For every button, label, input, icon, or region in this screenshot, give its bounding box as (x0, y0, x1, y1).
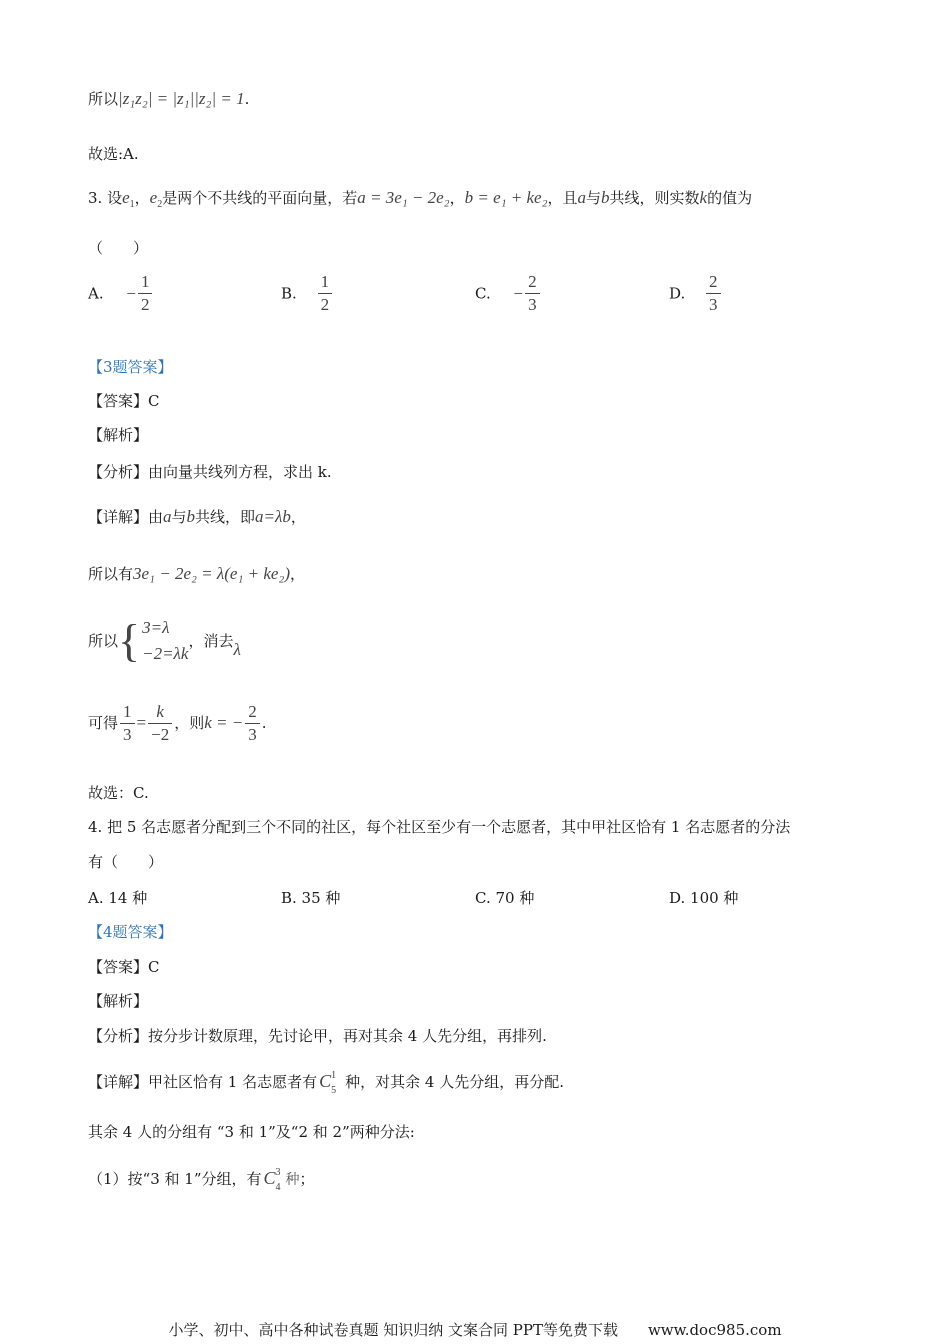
q4-answer (88, 956, 159, 978)
math-a: a (577, 188, 587, 207)
q3-option-c (475, 272, 542, 315)
q4-other-groups (88, 1121, 415, 1143)
q3-text: 共线，则实数 (609, 189, 700, 207)
math-a: a (163, 507, 172, 526)
option-label: D. (669, 284, 686, 303)
q4-xiangjie (88, 1070, 564, 1096)
numerator: 2 (709, 272, 718, 291)
q3-system-line (88, 610, 241, 680)
q3-answer-tag (88, 356, 173, 378)
q4-stem (88, 816, 790, 838)
e2-letter: e (149, 188, 158, 207)
text-period: . (244, 90, 250, 108)
numerator: 2 (248, 701, 257, 721)
q3-result-line (88, 697, 267, 748)
fraction (148, 702, 172, 745)
denominator: 2 (138, 293, 153, 315)
sep: ， (290, 508, 306, 526)
q4-answer-tag (88, 921, 173, 943)
fraction (120, 702, 135, 745)
math-e1: $e_1$ (122, 188, 135, 210)
q3-option-a (88, 272, 154, 315)
denominator: 3 (525, 293, 540, 315)
text-can-get: 可得 (88, 714, 119, 732)
denominator: 3 (120, 723, 135, 745)
q3-choose (88, 782, 149, 804)
text-eliminate: ，消去 (188, 632, 234, 650)
text-so: 所以 (88, 90, 119, 108)
q4-option-b (281, 887, 340, 909)
fraction (706, 272, 721, 315)
text-period: . (261, 714, 267, 732)
xiangjie-suffix: 种，对其余 4 人先分组，再分配. (345, 1073, 564, 1091)
sep: ， (449, 189, 465, 207)
option-label: A. (88, 284, 104, 303)
minus-sign: − (126, 283, 136, 303)
math-a-eq: a = 3e₁ − 2e₂ (357, 188, 450, 207)
math-b-eq: b = e₁ + ke₂ (464, 188, 548, 207)
q4-case1 (88, 1167, 315, 1191)
q3-option-b (281, 272, 334, 315)
answer-text: 【答案】C (88, 392, 160, 410)
sep: ， (289, 565, 305, 583)
comb-tail: 种 (285, 1172, 300, 1188)
q4-jiexi (88, 990, 148, 1012)
fraction (245, 702, 260, 745)
math-k-eq: k = − (204, 713, 244, 732)
sep: ； (299, 1170, 315, 1188)
system-eq-2: −2=λk (142, 644, 189, 663)
numerator: 1 (320, 272, 330, 291)
numerator: k (156, 701, 164, 721)
q3-option-d (669, 272, 723, 315)
q4-fenxi (88, 1025, 547, 1047)
line-so-modulus (88, 88, 249, 110)
brace-icon: { (118, 615, 141, 666)
math-b: b (186, 507, 196, 526)
equals-sign: = (136, 713, 147, 732)
fraction (138, 272, 153, 315)
q3-stem (88, 187, 752, 216)
comb-sup: 3 (275, 1167, 281, 1178)
math-k: k (699, 188, 708, 207)
xiangjie-mid: 共线，即 (195, 508, 256, 526)
answer-text: 【答案】C (88, 958, 160, 976)
option-text: C. 70 种 (475, 889, 535, 907)
text-choose-a: 故选:A. (88, 145, 139, 163)
comb-sub: 4 (275, 1182, 281, 1193)
jiexi-text: 【解析】 (88, 992, 149, 1010)
minus-sign: − (513, 283, 524, 303)
text-so-have: 所以有 (88, 565, 134, 583)
text-so: 所以 (88, 632, 119, 650)
comb-sub: 5 (331, 1085, 337, 1096)
fenxi-text: 【分析】按分步计数原理，先讨论甲，再对其余 4 人先分组，再排列. (88, 1027, 547, 1045)
denominator: −2 (148, 723, 172, 745)
q4-stem-2 (88, 851, 163, 873)
q4-option-c (475, 887, 534, 909)
combination-c43 (263, 1167, 281, 1193)
math-a-lambda-b: a=λb (255, 507, 291, 526)
footer-text: 小学、初中、高中各种试卷真题 知识归纳 文案合同 PPT等免费下载 www.doc985.com (168, 1321, 782, 1339)
comb-sup: 1 (331, 1070, 337, 1081)
comb-letter: C (319, 1071, 332, 1091)
option-text: D. 100 种 (669, 889, 739, 907)
numerator: 2 (528, 272, 537, 291)
text-then: ，则 (174, 714, 205, 732)
numerator: 1 (140, 272, 150, 291)
denominator: 3 (245, 723, 260, 745)
q3-text: 的值为 (707, 189, 753, 207)
answer-paren: （ ） (88, 239, 149, 257)
q4-option-d (669, 887, 738, 909)
xiangjie-prefix: 【详解】甲社区恰有 1 名志愿者有 (88, 1073, 318, 1091)
denominator: 3 (706, 293, 721, 315)
line-choose-a (88, 143, 139, 165)
math-modulus-eq: |z₁z₂| = |z₁||z₂| = 1 (118, 89, 245, 108)
combination-c51 (319, 1070, 337, 1096)
other-groups-text: 其余 4 人的分组有 “3 和 1”及“2 和 2”两种分法: (88, 1123, 415, 1141)
equation-system (142, 615, 188, 667)
option-text: A. 14 种 (88, 889, 148, 907)
math-lambda: λ (233, 640, 241, 659)
option-label: B. (281, 284, 297, 303)
sep: ， (134, 189, 150, 207)
math-b: b (601, 188, 610, 207)
option-label: C. (475, 284, 491, 303)
option-text: B. 35 种 (281, 889, 341, 907)
fraction (525, 272, 540, 315)
case1-prefix: （1）按“3 和 1”分组，有 (88, 1170, 262, 1188)
page-footer (0, 1320, 950, 1340)
q3-text: ，且 (547, 189, 578, 207)
q3-jiexi (88, 424, 148, 446)
math-e2: $e_2$ (149, 188, 163, 210)
answer-tag-text: 【4题答案】 (88, 923, 173, 941)
q4-text: 4. 把 5 名志愿者分配到三个不同的社区，每个社区至少有一个志愿者，其中甲社区恰有 1 名志愿者的分法 (88, 818, 791, 836)
q3-paren (88, 237, 148, 259)
fraction (318, 272, 333, 315)
q3-answer (88, 390, 159, 412)
q4-text: 有（ ） (88, 853, 164, 871)
math-eq2: 3e₁ − 2e₂ = λ(e₁ + ke₂) (133, 564, 290, 583)
comb-letter: C (263, 1168, 276, 1188)
text-and: 与 (171, 508, 187, 526)
q3-xiangjie (88, 506, 306, 528)
system-eq-1: 3=λ (142, 618, 170, 637)
jiexi-text: 【解析】 (88, 426, 149, 444)
xiangjie-prefix: 【详解】由 (88, 508, 164, 526)
denominator: 2 (318, 293, 333, 315)
q3-number: 3. 设 (88, 189, 123, 207)
q3-text: 与 (586, 189, 602, 207)
q3-fenxi (88, 461, 332, 483)
choose-text: 故选：C. (88, 784, 149, 802)
fenxi-text: 【分析】由向量共线列方程，求出 k. (88, 463, 332, 481)
q3-text: 是两个不共线的平面向量，若 (162, 189, 358, 207)
q3-eq2-line (88, 563, 305, 585)
answer-tag-text: 【3题答案】 (88, 358, 173, 376)
e1-letter: e (122, 188, 130, 207)
q4-option-a (88, 887, 147, 909)
numerator: 1 (123, 701, 132, 721)
